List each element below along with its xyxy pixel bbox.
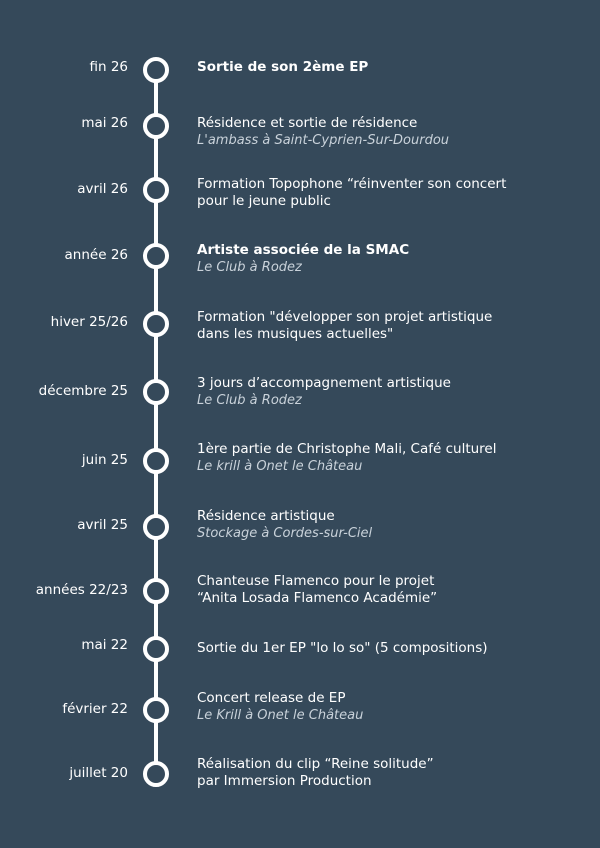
timeline-entry [0, 573, 600, 622]
entry-text [197, 176, 557, 210]
timeline-entry [0, 242, 600, 287]
entry-text [197, 573, 557, 607]
entry-text [197, 756, 557, 790]
entry-location: Le krill à Onet le Château [197, 459, 363, 474]
entry-title: 1ère partie de Christophe Mali, Café culturel [197, 441, 497, 457]
timeline-dot-icon [143, 311, 169, 337]
entry-date: février 22 [62, 701, 128, 717]
entry-title: Artiste associée de la SMAC [197, 242, 410, 258]
entry-location: Le Club à Rodez [197, 393, 302, 408]
entry-title: Formation "développer son projet artistique [197, 309, 493, 325]
timeline-dot-icon [143, 761, 169, 787]
entry-title: Résidence artistique [197, 508, 335, 524]
entry-location: L'ambass à Saint-Cyprien-Sur-Dourdou [197, 133, 450, 148]
entry-title: 3 jours d’accompagnement artistique [197, 375, 451, 391]
entry-title: Sortie de son 2ème EP [197, 59, 369, 75]
entry-location: Le Krill à Onet le Château [197, 708, 364, 723]
entry-date: juin 25 [81, 452, 128, 468]
timeline-dot-icon [143, 113, 169, 139]
timeline-dot-icon [143, 514, 169, 540]
entry-date: années 22/23 [35, 582, 128, 598]
timeline-dot-icon [143, 379, 169, 405]
timeline-dot-icon [143, 578, 169, 604]
timeline-entry [0, 59, 600, 99]
entry-text [197, 59, 557, 76]
timeline-entry [0, 375, 600, 423]
entry-date: année 26 [64, 247, 128, 263]
timeline-dot-icon [143, 448, 169, 474]
entry-text [197, 441, 557, 475]
entry-text [197, 115, 557, 149]
entry-date: hiver 25/26 [50, 314, 128, 330]
entry-title-line2: par Immersion Production [197, 773, 372, 789]
entry-title: Réalisation du clip “Reine solitude” [197, 756, 434, 772]
timeline-dot-icon [143, 57, 169, 83]
entry-location: Le Club à Rodez [197, 260, 302, 275]
timeline-entry [0, 441, 600, 492]
entry-date: avril 26 [77, 181, 128, 197]
timeline-entry [0, 690, 600, 741]
entry-text [197, 309, 557, 343]
entry-text [197, 690, 557, 724]
entry-text [197, 508, 557, 542]
entry-date: juillet 20 [69, 765, 128, 781]
timeline-entry [0, 756, 600, 805]
entry-text [197, 242, 557, 276]
entry-title-line2: pour le jeune public [197, 193, 331, 209]
timeline-dot-icon [143, 636, 169, 662]
timeline-dot-icon [143, 177, 169, 203]
timeline-entry [0, 176, 600, 221]
timeline-entry [0, 309, 600, 354]
entry-title: Concert release de EP [197, 690, 346, 706]
entry-date: mai 22 [81, 637, 128, 653]
entry-title: Formation Topophone “réinventer son concert [197, 176, 507, 192]
entry-title-line2: dans les musiques actuelles" [197, 326, 394, 342]
timeline-entry [0, 115, 600, 155]
entry-location: Stockage à Cordes-sur-Ciel [197, 526, 373, 541]
timeline-dot-icon [143, 697, 169, 723]
entry-text [197, 640, 557, 657]
entry-text [197, 375, 557, 409]
entry-title-line2: “Anita Losada Flamenco Académie” [197, 590, 438, 606]
entry-date: avril 25 [77, 517, 128, 533]
entry-date: fin 26 [89, 59, 128, 75]
entry-title: Résidence et sortie de résidence [197, 115, 418, 131]
entry-title: Chanteuse Flamenco pour le projet [197, 573, 435, 589]
timeline-entry [0, 637, 600, 677]
timeline-entry [0, 508, 600, 557]
entry-date: mai 26 [81, 115, 128, 131]
timeline-dot-icon [143, 243, 169, 269]
entry-date: décembre 25 [38, 383, 128, 399]
entry-title: Sortie du 1er EP "lo lo so" (5 compositions) [197, 640, 488, 656]
